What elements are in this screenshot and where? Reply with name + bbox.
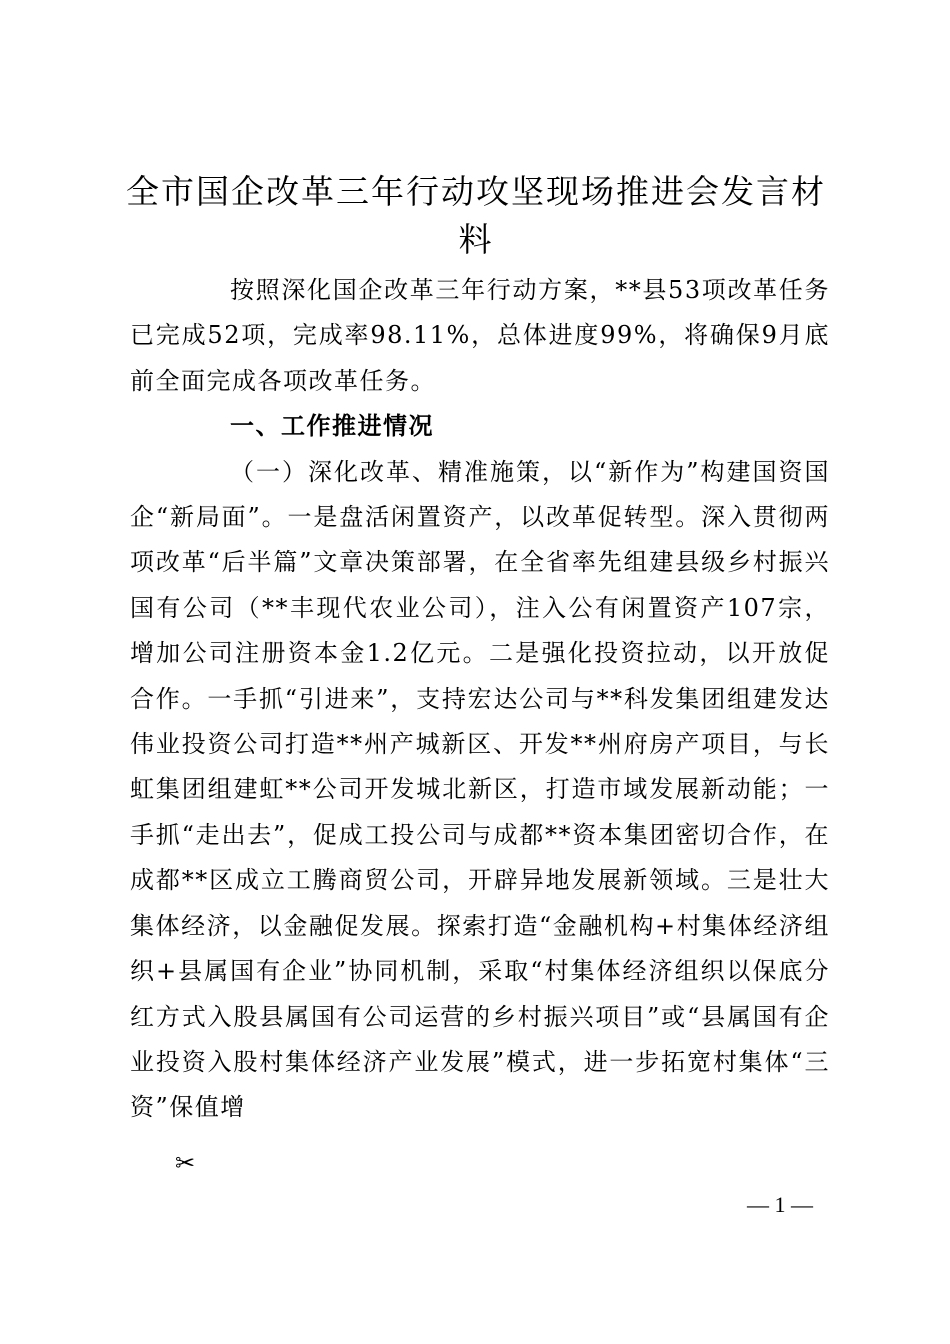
scissors-icon: ✂ xyxy=(175,1149,196,1177)
document-body xyxy=(130,268,830,1131)
page-number: — 1 — xyxy=(747,1192,813,1217)
section-heading: 一、工作推进情况 xyxy=(230,412,434,441)
intro-paragraph: 按照深化国企改革三年行动方案，**县53项改革任务已完成52项，完成率98.11%，总体进度99%，将确保9月底前全面完成各项改革任务。 xyxy=(130,276,830,395)
document-title: 全市国企改革三年行动攻坚现场推进会发言材料 xyxy=(126,172,826,259)
body-paragraph: （一）深化改革、精准施策，以“新作为”构建国资国企“新局面”。一是盘活闲置资产，以改革促转型。深入贯彻两项改革“后半篇”文章决策部署，在全省率先组建县级乡村振兴国有公司（**丰现代农业公司），注入公有闲置资产107宗，增加公司注册资本金1.2亿元。二是强化投资拉动，以开放促合作。一手抓“引进来”，支持宏达公司与**科发集团组建发达伟业投资公司打造**州产城新区、开发**州府房产项目，与长虹集团组建虹**公司开发城北新区，打造市域发展新动能；一手抓“走出去”，促成工投公司与成都**资本集团密切合作，在成都**区成立工腾商贸公司，开辟异地发展新领域。三是壮大集体经济，以金融促发展。探索打造“金融机构+村集体经济组织+县属国有企业”协同机制，采取“村集体经济组织以保底分红方式入股县属国有公司运营的乡村振兴项目”或“县属国有企业投资入股村集体经济产业发展”模式，进一步拓宽村集体“三资”保值增 xyxy=(130,457,830,1122)
